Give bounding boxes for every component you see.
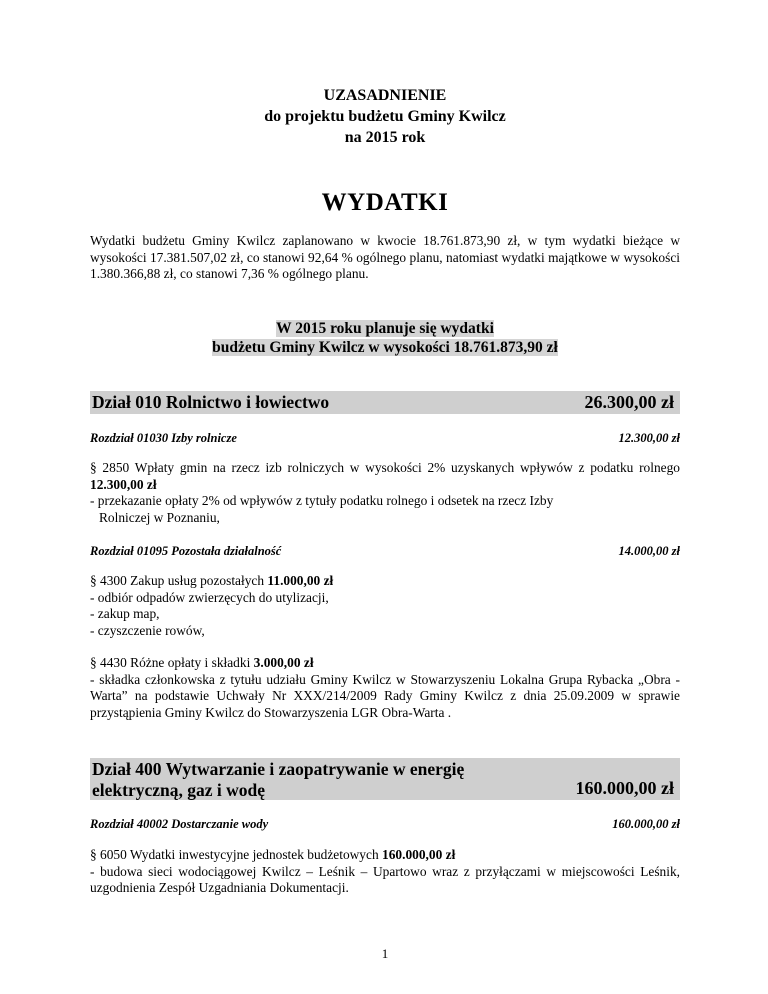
rozdzial-01030 bbox=[90, 431, 680, 446]
dzial-400-name-line1: Dział 400 Wytwarzanie i zaopatrywanie w energię bbox=[92, 759, 465, 779]
header-title: UZASADNIENIE bbox=[323, 87, 447, 104]
dzial-400-amount: 160.000,00 zł bbox=[575, 778, 674, 798]
rozdzial-01030-name: Rozdział 01030 Izby rolnicze bbox=[90, 431, 237, 445]
paragraph-2850-text: § 2850 Wpłaty gmin na rzecz izb rolniczych w wysokości 2% uzyskanych wpływów z podatku rolnego bbox=[90, 460, 680, 475]
banner-line2: budżetu Gminy Kwilcz w wysokości 18.761.873,90 zł bbox=[212, 339, 558, 356]
paragraph-6050-amount: 160.000,00 zł bbox=[382, 847, 456, 862]
rozdzial-01030-amount: 12.300,00 zł bbox=[618, 431, 680, 445]
paragraph-4430-amount: 3.000,00 zł bbox=[253, 655, 314, 670]
rozdzial-01095 bbox=[90, 544, 680, 559]
paragraph-2850-item: - przekazanie opłaty 2% od wpływów z tytuły podatku rolnego i odsetek na rzecz Izby bbox=[90, 493, 554, 508]
paragraph-2850 bbox=[90, 460, 680, 526]
dzial-400-heading bbox=[90, 758, 680, 800]
rozdzial-40002 bbox=[90, 817, 680, 832]
rozdzial-01095-amount: 14.000,00 zł bbox=[618, 544, 680, 558]
banner-line1: W 2015 roku planuje się wydatki bbox=[276, 320, 494, 337]
paragraph-6050-item: - budowa sieci wodociągowej Kwilcz – Leśnik – Upartowo wraz z przyłączami w miejscowości Leśnik, uzgodnienia Zespół Uzgadniania Dokumentacji. bbox=[90, 863, 680, 895]
header-year: na 2015 rok bbox=[344, 129, 426, 146]
paragraph-4300-item: - czyszczenie rowów, bbox=[90, 622, 205, 638]
dzial-010-name: Dział 010 Rolnictwo i łowiectwo bbox=[92, 392, 330, 412]
paragraph-4430-text: § 4430 Różne opłaty i składki bbox=[90, 655, 251, 670]
paragraph-4300 bbox=[90, 573, 680, 639]
total-banner bbox=[90, 319, 680, 357]
paragraph-2850-amount: 12.300,00 zł bbox=[90, 476, 157, 492]
dzial-010-amount: 26.300,00 zł bbox=[584, 392, 674, 412]
paragraph-4300-text: § 4300 Zakup usług pozostałych bbox=[90, 573, 265, 588]
paragraph-6050-text: § 6050 Wydatki inwestycyjne jednostek budżetowych bbox=[90, 847, 379, 862]
rozdzial-40002-name: Rozdział 40002 Dostarczanie wody bbox=[90, 817, 269, 831]
paragraph-4430 bbox=[90, 655, 680, 721]
dzial-010-heading bbox=[90, 391, 680, 414]
paragraph-4300-item: - zakup map, bbox=[90, 606, 160, 621]
section-title: WYDATKI bbox=[321, 189, 449, 216]
header-subtitle: do projektu budżetu Gminy Kwilcz bbox=[264, 108, 506, 125]
document-header bbox=[90, 85, 680, 148]
paragraph-4430-item: - składka członkowska z tytułu udziału Gminy Kwilcz w Stowarzyszeniu Lokalna Grupa Rybacka „Obra - Warta” na podstawie Uchwały Nr XXX/214/2009 Rady Gminy Kwilcz z dnia 25.09.2009 w sprawie przystąpienia Gminy Kwilcz do Stowarzyszenia LGR Obra-Warta . bbox=[90, 671, 680, 720]
rozdzial-01095-name: Rozdział 01095 Pozostała działalność bbox=[90, 544, 282, 558]
dzial-400-name-line2: elektryczną, gaz i wodę bbox=[92, 780, 266, 800]
paragraph-4300-item: - odbiór odpadów zwierzęcych do utylizacji, bbox=[90, 589, 329, 605]
intro-paragraph: Wydatki budżetu Gminy Kwilcz zaplanowano w kwocie 18.761.873,90 zł, w tym wydatki bieżące w wysokości 17.381.507,02 zł, co stanowi 92,64 % ogólnego planu, natomiast wydatki majątkowe w wysokości 1.380.366,88 zł, co stanowi 7,36 % ogólnego planu. bbox=[90, 233, 680, 281]
paragraph-6050 bbox=[90, 847, 680, 897]
rozdzial-40002-amount: 160.000,00 zł bbox=[612, 817, 680, 831]
page-number: 1 bbox=[381, 946, 389, 961]
paragraph-2850-item-cont: Rolniczej w Poznaniu, bbox=[99, 509, 220, 525]
paragraph-4300-amount: 11.000,00 zł bbox=[267, 573, 334, 588]
